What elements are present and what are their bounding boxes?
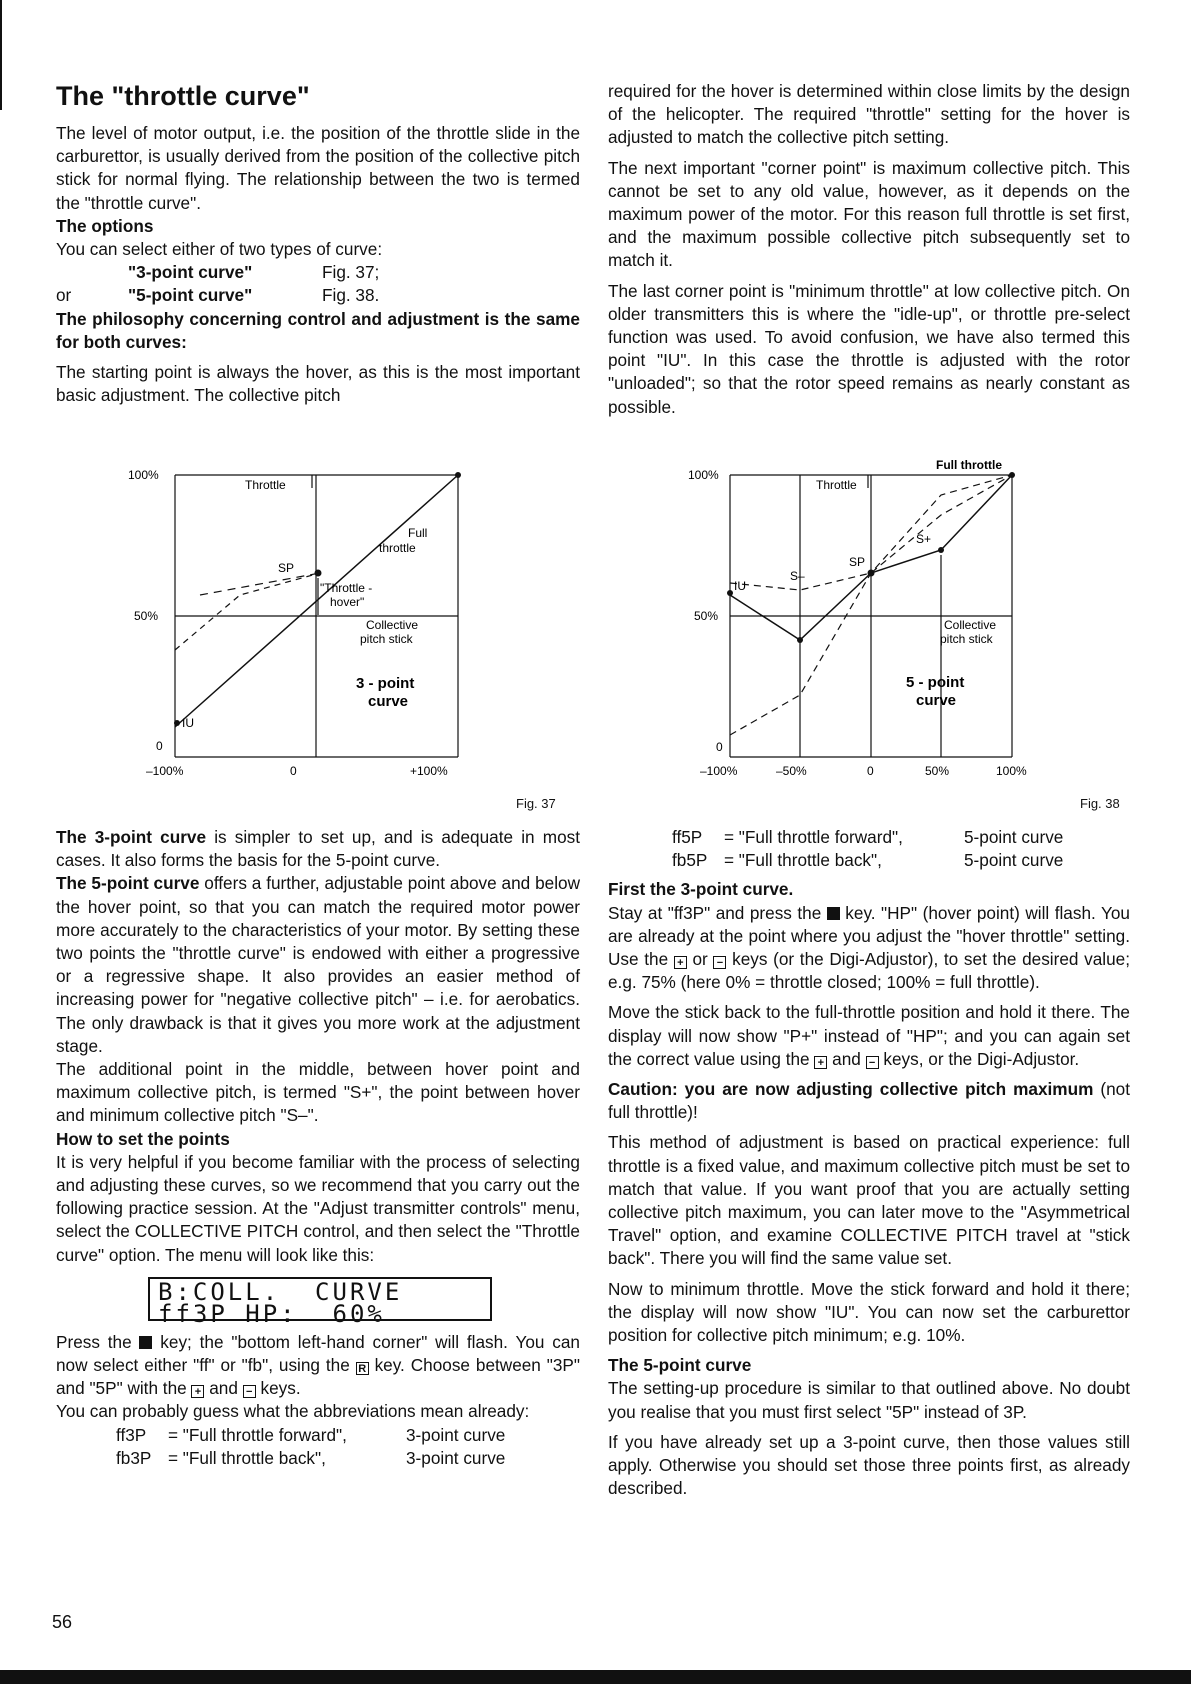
hover-continued: required for the hover is determined within close limits by the design of the helicopter. The required "throttle" setting for the hover is adjusted to match the collective pitch setting. bbox=[608, 81, 1130, 148]
last-corner-paragraph: The last corner point is "minimum throttle" at low collective pitch. On older transmitters this is where the "idle-up", or throttle pre-select function was used. To avoid confusion, we have also termed this point "IU". In this case the throttle is adjusted with the rotor "unloaded"; so that the rotor speed remains as nearly constant as possible. bbox=[608, 280, 1130, 417]
left-key-icon bbox=[139, 1336, 152, 1349]
abbr-value: = "Full throttle forward", bbox=[724, 827, 903, 847]
fig37-caption: Fig. 37 bbox=[516, 796, 556, 811]
move-text-a: Move the stick back to the full-throttle position and hold it there. The display will now show "P+" instead of "HP"; and you can again set the correct value using the bbox=[608, 1002, 1130, 1069]
three-point-paragraph bbox=[56, 826, 580, 872]
fig37-dashed-regressive bbox=[200, 573, 320, 595]
left-column-top bbox=[56, 80, 580, 407]
philosophy-heading: The philosophy concerning control and adjustment is the same for both curves: bbox=[56, 308, 580, 352]
move-text-c: keys, or the Digi-Adjustor. bbox=[878, 1048, 1080, 1069]
fig37-y50: 50% bbox=[134, 609, 159, 623]
move-paragraph bbox=[608, 1001, 1130, 1071]
caution-paragraph bbox=[608, 1078, 1130, 1124]
abbr-type: 5-point curve bbox=[964, 850, 1064, 871]
fig37-full-label-2: throttle bbox=[379, 541, 416, 555]
plus-key-icon: + bbox=[814, 1056, 827, 1069]
fig38-xm100: –100% bbox=[700, 764, 738, 778]
fig37-curve-label-1: 3 - point bbox=[356, 675, 415, 692]
fig38-collective-label-2: pitch stick bbox=[940, 632, 993, 646]
caution-rest: (not full throttle)! bbox=[608, 1079, 1130, 1123]
three-point-bold: The 3-point curve bbox=[56, 827, 207, 847]
abbr-row bbox=[56, 1447, 580, 1470]
abbr-row bbox=[608, 849, 1130, 872]
fig38-y50: 50% bbox=[694, 609, 719, 623]
stay-text-c: or bbox=[686, 949, 714, 970]
abbr-type: 3-point curve bbox=[406, 1424, 506, 1445]
page-edge-mark bbox=[0, 0, 2, 110]
abbr-row bbox=[608, 826, 1130, 849]
option2-or: or bbox=[56, 285, 72, 306]
plus-key-icon: + bbox=[191, 1385, 204, 1398]
lcd-line-1: B:COLL. CURVE bbox=[158, 1277, 403, 1306]
fig38-y0: 0 bbox=[716, 740, 723, 754]
five-point-heading: The 5-point curve bbox=[608, 1355, 752, 1376]
fig37-xm100: –100% bbox=[146, 764, 184, 778]
press-text-d: and bbox=[204, 1378, 243, 1399]
fig38-full-label: Full throttle bbox=[936, 458, 1002, 472]
fig37-hover-label-1: "Throttle - bbox=[320, 581, 373, 595]
page-title: The "throttle curve" bbox=[56, 81, 310, 111]
five-point-bold: The 5-point curve bbox=[56, 873, 200, 894]
abbr-key: ff5P bbox=[672, 827, 703, 847]
option2-name: "5-point curve" bbox=[128, 285, 253, 306]
right-key-icon bbox=[827, 907, 840, 920]
fig38-throttle-label: Throttle bbox=[816, 478, 857, 492]
abbr-type: 5-point curve bbox=[964, 827, 1064, 847]
philosophy-text: The starting point is always the hover, as this is the most important basic adjustment. The collective pitch bbox=[56, 362, 580, 406]
plus-key-icon: + bbox=[674, 956, 687, 969]
additional-point-paragraph: The additional point in the middle, between hover point and maximum collective pitch, is termed "S+", the point between hover and minimum collective pitch "S–". bbox=[56, 1059, 580, 1126]
fig38-xm50: –50% bbox=[776, 764, 807, 778]
option1-fig: Fig. 37; bbox=[322, 262, 380, 283]
fig37-collective-label-1: Collective bbox=[366, 618, 419, 632]
abbr-key: fb5P bbox=[672, 850, 708, 871]
fig38-splus-label: S+ bbox=[916, 532, 932, 546]
fig37-x0: 0 bbox=[290, 764, 297, 778]
fig37-y0: 0 bbox=[156, 739, 163, 753]
option1-name: "3-point curve" bbox=[128, 262, 253, 283]
fig38-x0: 0 bbox=[867, 764, 874, 778]
abbr-key: fb3P bbox=[116, 1447, 152, 1468]
page-number: 56 bbox=[52, 1612, 73, 1632]
figure-38 bbox=[682, 455, 1062, 785]
right-column-top bbox=[608, 80, 1130, 419]
option2-fig: Fig. 38. bbox=[322, 285, 380, 306]
press-paragraph bbox=[56, 1331, 580, 1401]
fig37-curve-label-2: curve bbox=[368, 693, 409, 710]
fig37-hover-label-2: hover" bbox=[330, 595, 365, 609]
howto-paragraph: It is very helpful if you become familiar with the process of selecting and adjusting these curves, so we recommend that you carry out the following practice session. At the "Adjust transmitter controls" menu, select the COLLECTIVE PITCH control, and then select the "Throttle curve" option. The menu will look like this: bbox=[56, 1151, 580, 1265]
abbr-row bbox=[56, 1424, 580, 1447]
intro-paragraph: The level of motor output, i.e. the position of the throttle slide in the carburettor, is usually derived from the position of the collective pitch stick for normal flying. The relationship between the two is termed the "throttle curve". bbox=[56, 123, 580, 213]
fig38-curve-label-1: 5 - point bbox=[906, 674, 965, 691]
stay-text-d: keys (or the Digi-Adjustor), to set the desired value; e.g. 75% (here 0% = throttle closed; 100% = full throttle). bbox=[608, 949, 1130, 993]
fig37-full-label-1: Full bbox=[408, 526, 428, 540]
method-paragraph: This method of adjustment is based on practical experience: full throttle is a fixed value, and maximum collective pitch must be set to match that value. If you want proof that you are actually setting collective pitch maximum, you can later move to the "Asymmetrical Travel" option, and examine COLLECTIVE PITCH travel at "stick back". There you will find the same value set. bbox=[608, 1132, 1130, 1269]
fig37-iu-label: IU bbox=[182, 716, 194, 730]
press-text-a: Press the bbox=[56, 1331, 140, 1352]
press-text-b: key; the "bottom left-hand corner" will flash. You can now select either "ff" or "fb", using the bbox=[56, 1331, 580, 1376]
fig38-full-point bbox=[1009, 472, 1015, 478]
three-point-text: is simpler to set up, and is adequate in most cases. It also forms the basis for the 5-point curve. bbox=[56, 827, 581, 871]
fig38-y100: 100% bbox=[688, 468, 719, 482]
fig38-iu-point bbox=[727, 590, 733, 596]
fig37-iu-point bbox=[174, 720, 180, 726]
options-text: You can select either of two types of curve: bbox=[56, 239, 383, 260]
minus-key-icon: − bbox=[866, 1056, 879, 1069]
five-point-paragraph bbox=[56, 872, 580, 1058]
abbr-key: ff3P bbox=[116, 1424, 147, 1445]
option-line-1 bbox=[56, 261, 580, 284]
fig37-xp100: +100% bbox=[410, 764, 448, 778]
stay-text-b: key. "HP" (hover point) will flash. You are already at the point where you adjust the "hover throttle" setting. Use the bbox=[608, 902, 1130, 970]
first-3point-heading: First the 3-point curve. bbox=[608, 879, 794, 900]
fig37-sp-label: SP bbox=[278, 561, 295, 575]
fig37-y100: 100% bbox=[128, 468, 159, 482]
press-text-c: key. Choose between "3P" and "5P" with the bbox=[56, 1355, 580, 1399]
lcd-line-2: ff3P HP: 60% bbox=[158, 1299, 385, 1328]
fig38-sminus-point bbox=[797, 637, 803, 643]
fig38-iu-label: IU bbox=[734, 579, 746, 593]
abbr-value: = "Full throttle back", bbox=[168, 1447, 326, 1468]
guess-paragraph: You can probably guess what the abbreviations mean already: bbox=[56, 1401, 530, 1422]
lcd-display bbox=[148, 1277, 492, 1328]
abbr-value: = "Full throttle forward", bbox=[168, 1424, 347, 1445]
abbr-value: = "Full throttle back", bbox=[724, 850, 882, 871]
move-text-b: and bbox=[827, 1048, 866, 1069]
minimum-throttle-paragraph: Now to minimum throttle. Move the stick forward and hold it there; the display will now show "IU". You can now set the carburettor position for collective pitch minimum; e.g. 10%. bbox=[608, 1278, 1130, 1346]
fig37-throttle-label: Throttle bbox=[245, 478, 286, 492]
fig38-sp-label: SP bbox=[849, 555, 866, 569]
fig38-collective-label-1: Collective bbox=[944, 618, 997, 632]
options-heading: The options bbox=[56, 215, 154, 236]
caution-bold: Caution: you are now adjusting collective pitch maximum bbox=[608, 1079, 1094, 1100]
fig38-splus-point bbox=[938, 547, 944, 553]
fig37-collective-label-2: pitch stick bbox=[360, 632, 413, 646]
fig38-sminus-label: S– bbox=[790, 569, 805, 583]
option-line-2 bbox=[56, 284, 580, 307]
figure-37 bbox=[120, 455, 500, 785]
press-text-e: keys. bbox=[255, 1378, 301, 1399]
fig37-sp-point bbox=[315, 570, 322, 577]
corner-point-paragraph: The next important "corner point" is maximum collective pitch. This cannot be set to any old value, however, as it depends on the maximum power of the motor. For this reason full throttle is set first, and the maximum possible collective pitch subsequently set to match it. bbox=[608, 157, 1130, 271]
fig38-sp-point bbox=[868, 570, 875, 577]
fig37-full-point bbox=[455, 472, 461, 478]
five-point-text: offers a further, adjustable point above and below the hover point, so that you can match the required motor power more accurately to the characteristics of your motor. By setting these two points the "throttle curve" is endowed with either a progressive or a regressive shape. It also provides an easier method of increasing power for "negative collective pitch" – i.e. for aerobatics. The only drawback is that it gives you more work at the adjustment stage. bbox=[56, 873, 580, 1056]
already-paragraph: If you have already set up a 3-point curve, then those values still apply. Otherwise you should set those three points first, as already described. bbox=[608, 1431, 1130, 1499]
fig38-x50: 50% bbox=[925, 764, 950, 778]
left-column-bottom bbox=[56, 826, 580, 1470]
five-point-procedure: The setting-up procedure is similar to that outlined above. No doubt you realise that you must first select "5P" instead of 3P. bbox=[608, 1378, 1130, 1422]
fig38-curve-label-2: curve bbox=[916, 692, 957, 709]
stay-paragraph bbox=[608, 902, 1130, 995]
r-key-icon: R bbox=[356, 1362, 369, 1375]
fig38-caption: Fig. 38 bbox=[1080, 796, 1120, 811]
fig37-dashed-progressive bbox=[175, 573, 320, 650]
minus-key-icon: − bbox=[713, 956, 726, 969]
right-column-bottom bbox=[608, 826, 1130, 1500]
minus-key-icon: − bbox=[243, 1385, 256, 1398]
abbr-type: 3-point curve bbox=[406, 1447, 506, 1468]
bottom-edge-bar bbox=[0, 1670, 1191, 1684]
howto-heading: How to set the points bbox=[56, 1128, 230, 1149]
fig38-x100: 100% bbox=[996, 764, 1027, 778]
stay-text-a: Stay at "ff3P" and press the bbox=[608, 902, 827, 923]
